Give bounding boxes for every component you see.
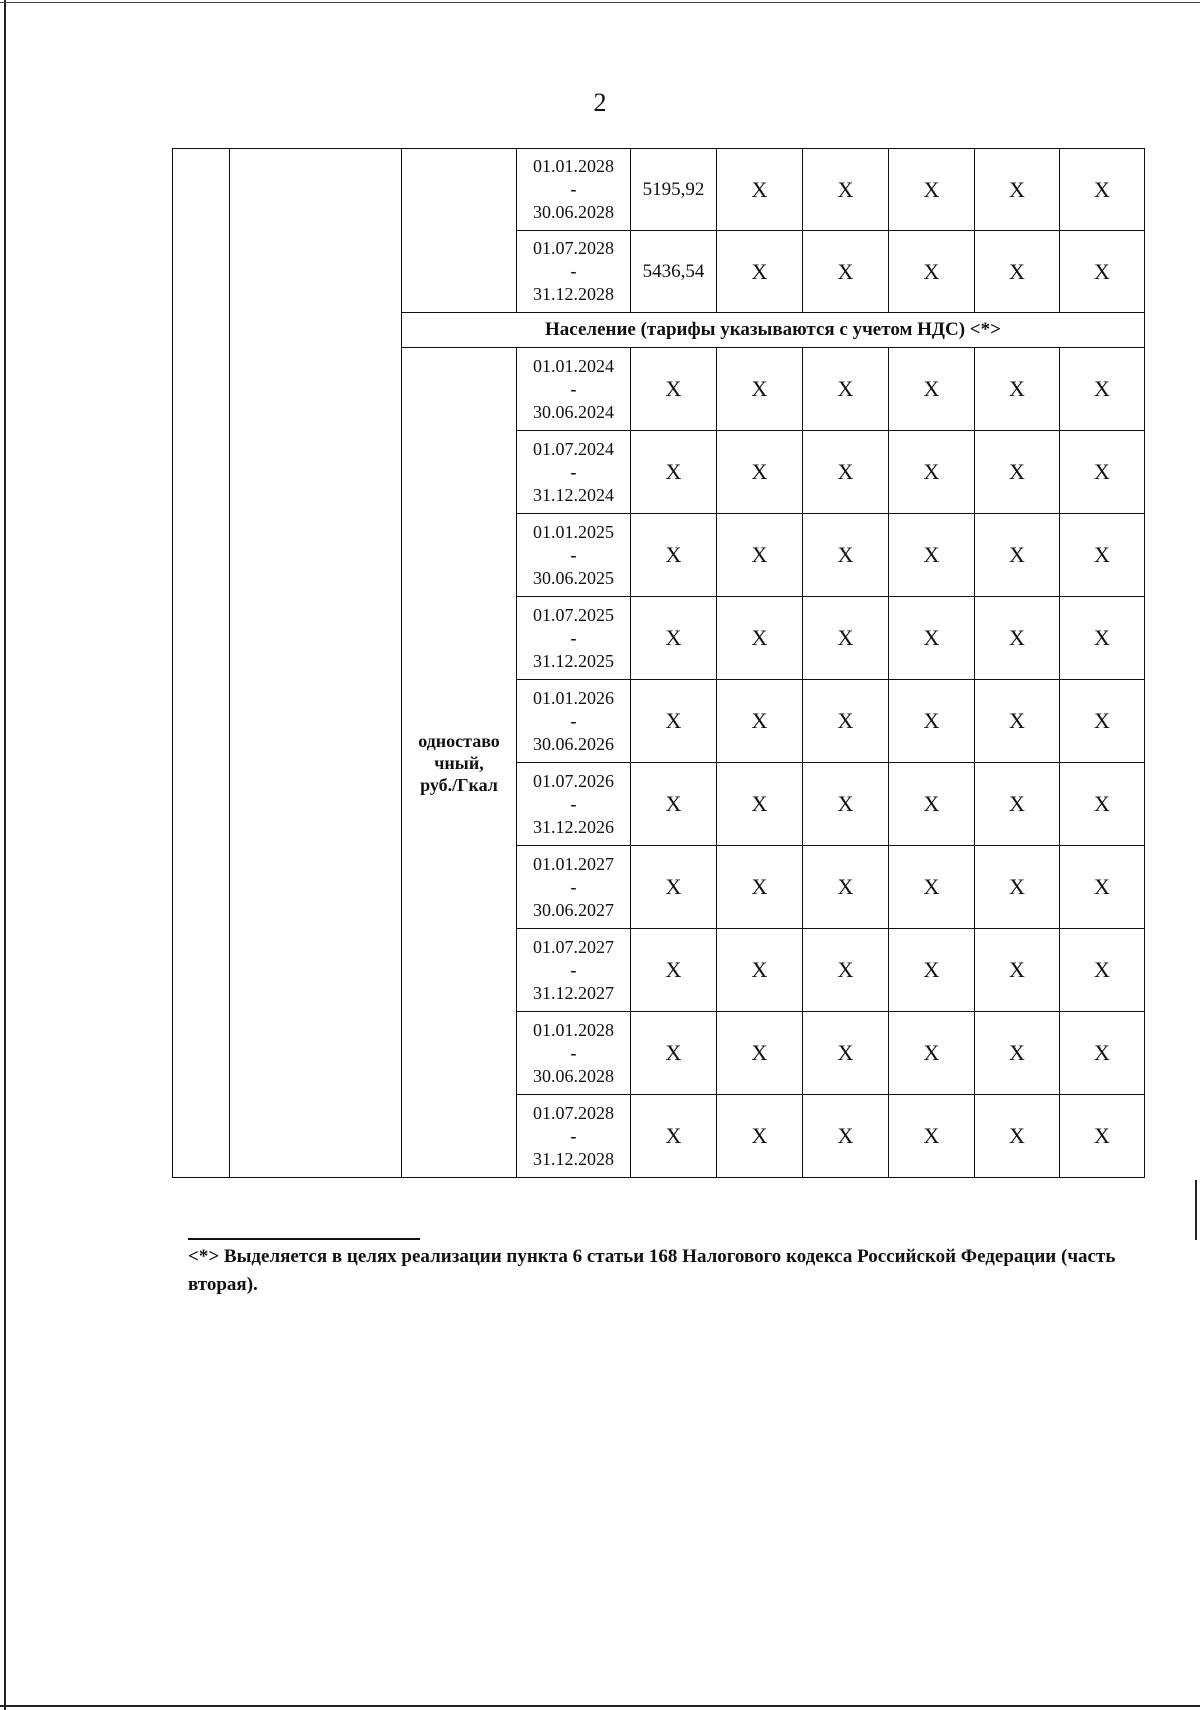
period-end: 30.06.2026: [533, 733, 614, 754]
x-cell: X: [1060, 514, 1145, 597]
x-cell: X: [717, 514, 803, 597]
x-cell: X: [975, 1012, 1060, 1095]
x-cell: X: [975, 231, 1060, 313]
x-cell: X: [1060, 431, 1145, 514]
x-cell: X: [717, 1012, 803, 1095]
period-start: 01.07.2028: [533, 238, 614, 258]
x-cell: X: [717, 597, 803, 680]
period-separator: -: [570, 876, 577, 897]
period-cell: [517, 763, 631, 846]
x-cell: X: [631, 929, 717, 1012]
x-cell: X: [975, 1095, 1060, 1178]
period-start: 01.07.2025: [533, 604, 614, 625]
x-cell: X: [975, 514, 1060, 597]
x-cell: X: [1060, 1095, 1145, 1178]
period-start: 01.01.2024: [533, 355, 614, 376]
x-cell: X: [975, 348, 1060, 431]
x-cell: X: [631, 431, 717, 514]
x-cell: X: [717, 149, 803, 231]
x-cell: X: [1060, 846, 1145, 929]
x-cell: X: [1060, 348, 1145, 431]
period-cell: [517, 514, 631, 597]
period-cell: [517, 597, 631, 680]
period-start: 01.07.2028: [533, 1102, 614, 1123]
x-cell: X: [975, 597, 1060, 680]
period-end: 30.06.2028: [533, 1065, 614, 1086]
period-cell: [517, 1095, 631, 1178]
period-separator: -: [570, 710, 577, 731]
x-cell: X: [1060, 929, 1145, 1012]
rate-type-line: руб./Гкал: [420, 774, 498, 795]
period-separator: -: [570, 1042, 577, 1063]
x-cell: X: [889, 846, 975, 929]
x-cell: X: [889, 431, 975, 514]
period-end: 30.06.2027: [533, 899, 614, 920]
period-separator: -: [570, 544, 577, 565]
x-cell: X: [803, 231, 889, 313]
period-start: 01.01.2025: [533, 521, 614, 542]
period-end: 31.12.2025: [533, 650, 614, 671]
page-edge-top: [0, 2, 1200, 3]
page-edge-right: [1195, 1180, 1197, 1240]
tariff-table: [172, 148, 1145, 1178]
x-cell: X: [975, 431, 1060, 514]
x-cell: X: [889, 231, 975, 313]
page-edge-left: [4, 0, 6, 1710]
x-cell: X: [889, 149, 975, 231]
period-end: 30.06.2028: [533, 202, 614, 222]
x-cell: X: [631, 597, 717, 680]
period-cell: [517, 431, 631, 514]
period-start: 01.07.2024: [533, 438, 614, 459]
footnote: <*> Выделяется в целях реализации пункта 6 статьи 168 Налогового кодекса Российской Федерации (часть вторая).: [188, 1246, 1116, 1295]
x-cell: X: [889, 1012, 975, 1095]
period-separator: -: [570, 378, 577, 399]
period-end: 31.12.2028: [533, 284, 614, 304]
page-edge-bottom: [0, 1705, 1200, 1707]
x-cell: X: [631, 1095, 717, 1178]
x-cell: X: [803, 597, 889, 680]
x-cell: X: [631, 680, 717, 763]
x-cell: X: [803, 1095, 889, 1178]
blank-rate-cell: [402, 149, 517, 313]
x-cell: X: [889, 763, 975, 846]
x-cell: X: [803, 1012, 889, 1095]
period-cell: [517, 1012, 631, 1095]
x-cell: X: [803, 846, 889, 929]
period-start: 01.01.2026: [533, 687, 614, 708]
price-cell: 5436,54: [631, 231, 717, 313]
x-cell: X: [889, 348, 975, 431]
period-cell: [517, 348, 631, 431]
period-start: 01.01.2027: [533, 853, 614, 874]
period-end: 31.12.2027: [533, 982, 614, 1003]
x-cell: X: [1060, 231, 1145, 313]
period-end: 31.12.2026: [533, 816, 614, 837]
x-cell: X: [631, 846, 717, 929]
x-cell: X: [975, 763, 1060, 846]
period-cell: [517, 149, 631, 231]
period-separator: -: [570, 793, 577, 814]
x-cell: X: [717, 231, 803, 313]
period-start: 01.07.2026: [533, 770, 614, 791]
period-end: 31.12.2028: [533, 1148, 614, 1169]
x-cell: X: [1060, 763, 1145, 846]
blank-column-2: [230, 149, 402, 1178]
period-separator: -: [570, 179, 577, 199]
period-separator: -: [570, 461, 577, 482]
x-cell: X: [975, 149, 1060, 231]
x-cell: X: [631, 348, 717, 431]
x-cell: X: [889, 929, 975, 1012]
x-cell: X: [889, 597, 975, 680]
x-cell: X: [1060, 149, 1145, 231]
period-cell: [517, 929, 631, 1012]
period-start: 01.07.2027: [533, 936, 614, 957]
x-cell: X: [631, 514, 717, 597]
x-cell: X: [803, 929, 889, 1012]
x-cell: X: [1060, 680, 1145, 763]
x-cell: X: [717, 846, 803, 929]
price-cell: 5195,92: [631, 149, 717, 231]
period-cell: [517, 231, 631, 313]
period-separator: -: [570, 261, 577, 281]
rate-type-line: чный,: [434, 752, 484, 773]
x-cell: X: [975, 929, 1060, 1012]
section-header: Население (тарифы указываются с учетом НДС) <*>: [402, 313, 1145, 348]
x-cell: X: [1060, 1012, 1145, 1095]
period-end: 31.12.2024: [533, 484, 614, 505]
period-end: 30.06.2024: [533, 401, 614, 422]
period-start: 01.01.2028: [533, 1019, 614, 1040]
x-cell: X: [717, 929, 803, 1012]
x-cell: X: [717, 763, 803, 846]
rate-type-line: одноставо: [418, 730, 500, 751]
x-cell: X: [889, 1095, 975, 1178]
period-separator: -: [570, 1125, 577, 1146]
x-cell: X: [889, 514, 975, 597]
x-cell: X: [717, 348, 803, 431]
x-cell: X: [975, 846, 1060, 929]
x-cell: X: [717, 431, 803, 514]
table-row: [173, 149, 1145, 231]
blank-column-1: [173, 149, 230, 1178]
rate-type-cell: [402, 348, 517, 1178]
x-cell: X: [631, 1012, 717, 1095]
x-cell: X: [803, 149, 889, 231]
page-number: 2: [593, 88, 607, 117]
x-cell: X: [1060, 597, 1145, 680]
period-separator: -: [570, 959, 577, 980]
footnote-divider: [188, 1238, 420, 1240]
x-cell: X: [631, 763, 717, 846]
x-cell: X: [889, 680, 975, 763]
period-cell: [517, 680, 631, 763]
x-cell: X: [803, 763, 889, 846]
period-cell: [517, 846, 631, 929]
x-cell: X: [975, 680, 1060, 763]
x-cell: X: [717, 680, 803, 763]
x-cell: X: [803, 431, 889, 514]
x-cell: X: [803, 514, 889, 597]
x-cell: X: [803, 348, 889, 431]
x-cell: X: [803, 680, 889, 763]
period-separator: -: [570, 627, 577, 648]
period-start: 01.01.2028: [533, 156, 614, 176]
period-end: 30.06.2025: [533, 567, 614, 588]
x-cell: X: [717, 1095, 803, 1178]
